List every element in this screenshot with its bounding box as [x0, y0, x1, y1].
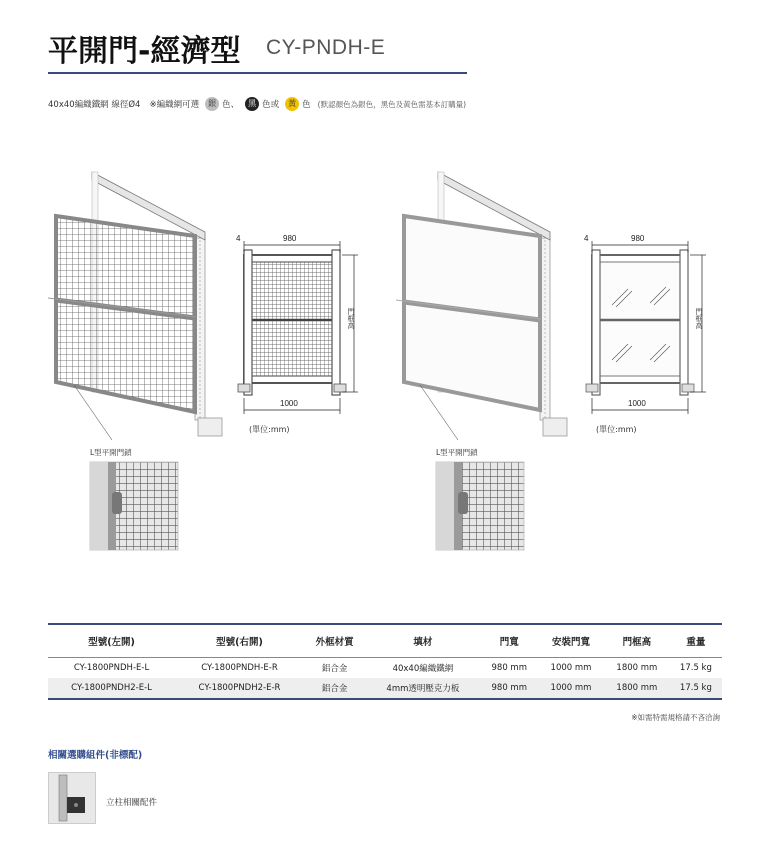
col-weight: 重量	[670, 624, 722, 658]
left-height-label: 門框高	[347, 308, 355, 329]
right-door-3d-illustration	[396, 172, 567, 440]
yellow-color-swatch: 黃	[285, 97, 299, 111]
left-top-gap: 4	[236, 234, 241, 243]
col-install-width: 安裝門寬	[538, 624, 604, 658]
sep1: 色、	[222, 100, 240, 110]
related-item-label[interactable]: 立柱相關配件	[106, 798, 158, 808]
cell: 1000 mm	[538, 678, 604, 699]
cell: 鋁合金	[321, 664, 348, 674]
footnote: ※如需特需規格請不吝洽詢	[631, 713, 720, 722]
page-title: 平開門-經濟型	[48, 34, 241, 69]
cell: 1000 mm	[550, 663, 592, 673]
left-top-width: 980	[283, 234, 297, 243]
left-door-3d-illustration	[48, 172, 222, 440]
table-header-row	[48, 624, 722, 658]
cell: 17.5 kg	[679, 663, 712, 673]
default-color-note: (默認顏色為銀色，黑色及黃色需基本訂購量)	[317, 99, 466, 109]
cell: CY-1800PNDH-E-R	[201, 663, 278, 673]
right-door-dimension-drawing	[586, 241, 706, 414]
left-door-dimension-drawing	[238, 241, 358, 414]
table-row	[48, 658, 722, 679]
related-item-image[interactable]	[48, 772, 96, 824]
cell: 17.5 kg	[670, 678, 722, 699]
right-height-label: 門框高	[695, 308, 703, 329]
cell: 4mm透明壓克力板	[365, 678, 480, 699]
cell: CY-1800PNDH-E-L	[73, 663, 150, 673]
left-unit-label: (單位:mm)	[249, 425, 290, 434]
col-frame-material: 外框材質	[304, 624, 365, 658]
cell: 1800 mm	[616, 663, 658, 673]
col-frame-height: 門框高	[604, 624, 670, 658]
product-code: CY-PNDH-E	[266, 36, 386, 59]
right-top-width: 980	[631, 234, 645, 243]
silver-color-swatch: 銀	[205, 97, 219, 111]
sep2: 色或	[262, 100, 280, 110]
right-unit-label: (單位:mm)	[596, 425, 637, 434]
left-lock-photo	[90, 462, 178, 550]
mesh-spec: 40x40編織鐵網 線徑Ø4	[48, 100, 141, 110]
cell: CY-1800PNDH2-E-R	[175, 678, 304, 699]
cell: CY-1800PNDH2-E-L	[48, 678, 175, 699]
right-bottom-width: 1000	[628, 399, 646, 408]
table-row	[48, 678, 722, 699]
cell: 1800 mm	[604, 678, 670, 699]
cell: 40x40編織鐵網	[392, 664, 454, 674]
cell: 980 mm	[480, 678, 538, 699]
col-fill-material: 填材	[365, 624, 480, 658]
right-top-gap: 4	[584, 234, 589, 243]
option-prefix: ※編織網可選	[149, 100, 200, 110]
sep3: 色	[302, 100, 311, 110]
spec-table	[48, 623, 722, 700]
post-bracket-icon	[49, 773, 95, 823]
left-bottom-width: 1000	[280, 399, 298, 408]
black-color-swatch: 黑	[245, 97, 259, 111]
cell: 980 mm	[491, 663, 527, 673]
col-door-width: 門寬	[480, 624, 538, 658]
related-title: 相關選購組件(非標配)	[48, 750, 143, 761]
col-model-left: 型號(左開)	[48, 624, 175, 658]
left-lock-label: L型平開門鎖	[90, 448, 132, 457]
right-lock-photo	[436, 462, 524, 550]
right-lock-label: L型平開門鎖	[436, 448, 478, 457]
cell: 鋁合金	[304, 678, 365, 699]
col-model-right: 型號(右開)	[175, 624, 304, 658]
